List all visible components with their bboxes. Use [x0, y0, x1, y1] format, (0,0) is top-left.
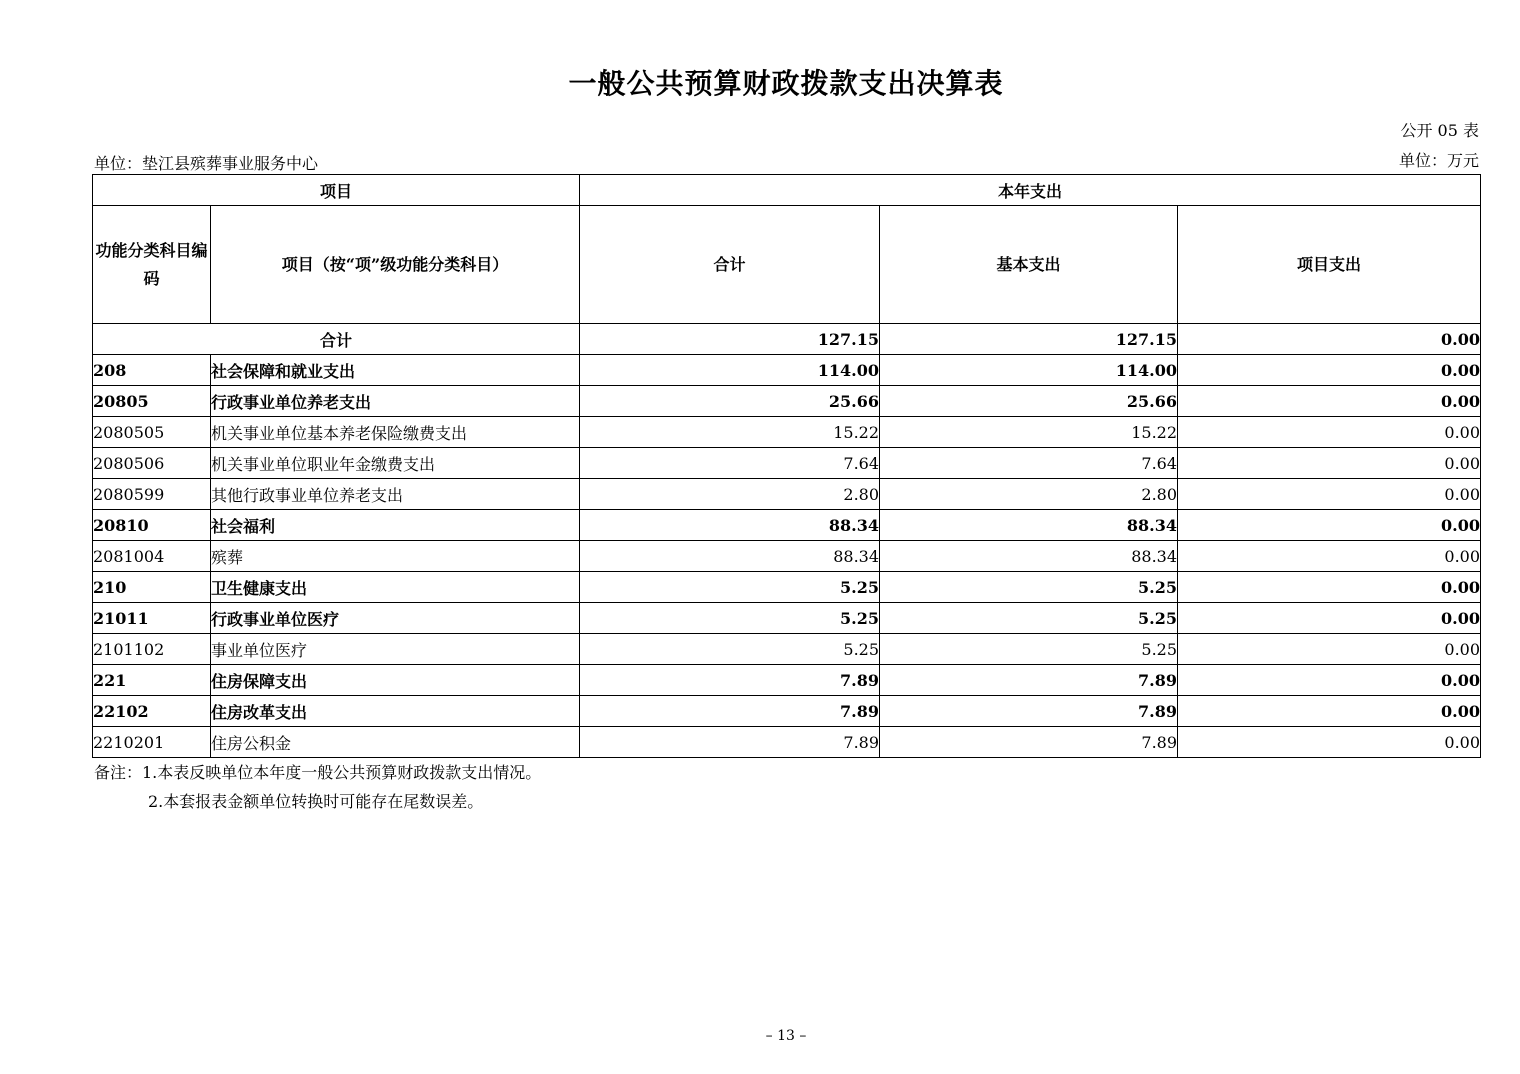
- row-basic: 2.80: [880, 479, 1178, 510]
- table-row: [93, 448, 1481, 479]
- table-row: [93, 665, 1481, 696]
- row-project: 0.00: [1178, 572, 1481, 603]
- table-row: [93, 510, 1481, 541]
- row-basic: 15.22: [880, 417, 1178, 448]
- row-name: 住房保障支出: [211, 665, 580, 696]
- row-code: 22102: [93, 696, 211, 727]
- row-total: 2.80: [580, 479, 880, 510]
- row-basic: 5.25: [880, 634, 1178, 665]
- row-name: 事业单位医疗: [211, 634, 580, 665]
- row-total: 88.34: [580, 510, 880, 541]
- row-project: 0.00: [1178, 355, 1481, 386]
- row-basic: 88.34: [880, 541, 1178, 572]
- header-item: 项目（按“项”级功能分类科目）: [211, 206, 580, 324]
- row-name: 住房改革支出: [211, 696, 580, 727]
- note-1: 备注：1.本表反映单位本年度一般公共预算财政拨款支出情况。: [94, 763, 542, 782]
- row-code: 2080506: [93, 448, 211, 479]
- row-name: 社会福利: [211, 510, 580, 541]
- row-total: 5.25: [580, 572, 880, 603]
- currency-unit: 单位：万元: [1398, 151, 1479, 170]
- total-basic: 127.15: [880, 324, 1178, 355]
- total-total: 127.15: [580, 324, 880, 355]
- notes: [94, 758, 541, 816]
- row-basic: 5.25: [880, 572, 1178, 603]
- note-2: 2.本套报表金额单位转换时可能存在尾数误差。: [148, 792, 484, 811]
- row-project: 0.00: [1178, 479, 1481, 510]
- row-code: 210: [93, 572, 211, 603]
- header-project-expense: 项目支出: [1178, 206, 1481, 324]
- row-basic: 5.25: [880, 603, 1178, 634]
- row-code: 21011: [93, 603, 211, 634]
- table-row: [93, 386, 1481, 417]
- row-basic: 7.89: [880, 727, 1178, 758]
- row-total: 5.25: [580, 603, 880, 634]
- row-basic: 114.00: [880, 355, 1178, 386]
- table-row: [93, 696, 1481, 727]
- expense-table: [92, 174, 1481, 758]
- table-row: [93, 417, 1481, 448]
- row-code: 2101102: [93, 634, 211, 665]
- row-project: 0.00: [1178, 665, 1481, 696]
- page-title: 一般公共预算财政拨款支出决算表: [568, 67, 1004, 100]
- row-project: 0.00: [1178, 696, 1481, 727]
- header-code-label: 功能分类科目编码: [95, 240, 208, 288]
- table-row: [93, 479, 1481, 510]
- row-name: 机关事业单位职业年金缴费支出: [211, 448, 580, 479]
- row-code: 2210201: [93, 727, 211, 758]
- header-basic: 基本支出: [880, 206, 1178, 324]
- row-name: 行政事业单位医疗: [211, 603, 580, 634]
- row-basic: 25.66: [880, 386, 1178, 417]
- row-basic: 7.89: [880, 665, 1178, 696]
- row-project: 0.00: [1178, 386, 1481, 417]
- row-total: 25.66: [580, 386, 880, 417]
- table-row: [93, 572, 1481, 603]
- table-row: [93, 634, 1481, 665]
- row-name: 行政事业单位养老支出: [211, 386, 580, 417]
- table-row: [93, 541, 1481, 572]
- header-total: 合计: [580, 206, 880, 324]
- table-row: [93, 355, 1481, 386]
- header-annual-expense: 本年支出: [580, 175, 1481, 206]
- total-project: 0.00: [1178, 324, 1481, 355]
- row-name: 机关事业单位基本养老保险缴费支出: [211, 417, 580, 448]
- row-code: 221: [93, 665, 211, 696]
- row-project: 0.00: [1178, 510, 1481, 541]
- row-code: 2080505: [93, 417, 211, 448]
- row-total: 7.64: [580, 448, 880, 479]
- row-code: 20810: [93, 510, 211, 541]
- header-code: [93, 206, 211, 324]
- row-project: 0.00: [1178, 727, 1481, 758]
- row-name: 其他行政事业单位养老支出: [211, 479, 580, 510]
- row-total: 7.89: [580, 727, 880, 758]
- form-number: 公开 05 表: [1400, 121, 1479, 140]
- row-total: 15.22: [580, 417, 880, 448]
- table-row: [93, 727, 1481, 758]
- row-code: 2080599: [93, 479, 211, 510]
- table-row: [93, 603, 1481, 634]
- row-project: 0.00: [1178, 417, 1481, 448]
- row-name: 社会保障和就业支出: [211, 355, 580, 386]
- row-total: 7.89: [580, 696, 880, 727]
- row-name: 住房公积金: [211, 727, 580, 758]
- row-name: 卫生健康支出: [211, 572, 580, 603]
- row-code: 208: [93, 355, 211, 386]
- row-basic: 7.64: [880, 448, 1178, 479]
- row-code: 20805: [93, 386, 211, 417]
- row-total: 88.34: [580, 541, 880, 572]
- header-project: 项目: [93, 175, 580, 206]
- row-project: 0.00: [1178, 448, 1481, 479]
- row-name: 殡葬: [211, 541, 580, 572]
- row-total: 5.25: [580, 634, 880, 665]
- total-label: 合计: [93, 324, 580, 355]
- page-number: – 13 –: [765, 1028, 807, 1044]
- row-project: 0.00: [1178, 541, 1481, 572]
- row-basic: 88.34: [880, 510, 1178, 541]
- reporting-unit: 单位：垫江县殡葬事业服务中心: [94, 154, 319, 173]
- row-total: 7.89: [580, 665, 880, 696]
- row-basic: 7.89: [880, 696, 1178, 727]
- row-project: 0.00: [1178, 634, 1481, 665]
- row-code: 2081004: [93, 541, 211, 572]
- row-project: 0.00: [1178, 603, 1481, 634]
- row-total: 114.00: [580, 355, 880, 386]
- table-total-row: [93, 324, 1481, 355]
